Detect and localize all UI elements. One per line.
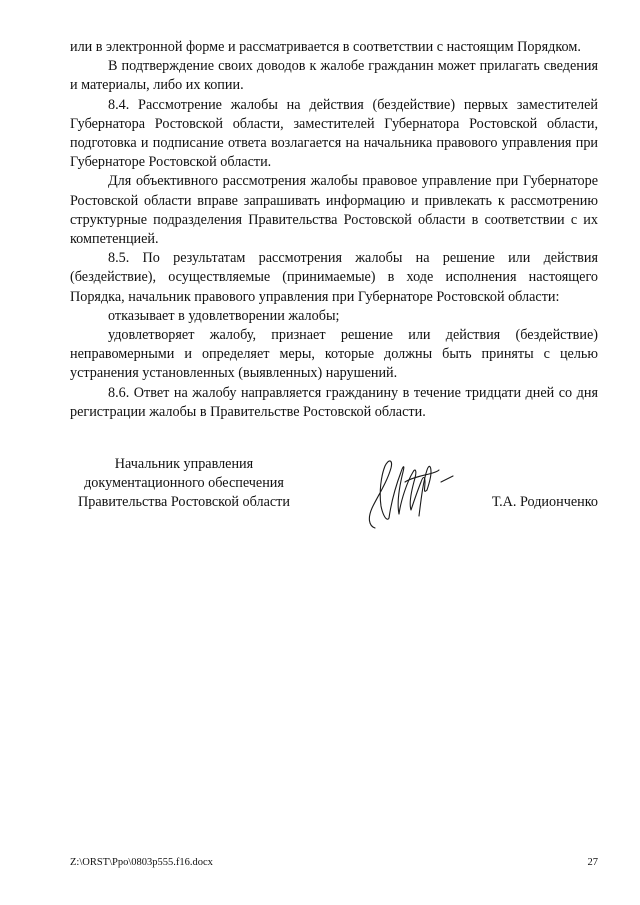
- position-line-3: Правительства Ростовской области: [78, 494, 290, 511]
- paragraph-8-4: 8.4. Рассмотрение жалобы на действия (бездействие) первых заместителей Губернатора Ростовской области, заместителей Губернатора Ростовской области, подготовка и подписание ответа возлагается на начальника правового управления при Губернаторе Ростовской области.: [70, 96, 598, 171]
- footer-page-number: 27: [587, 857, 598, 868]
- position-line-1: Начальник управления: [114, 456, 254, 472]
- paragraph-8-5: 8.5. По результатам рассмотрения жалобы на решение или действия (бездействие), осуществляемые (принимаемые) в ходе исполнения настоящего Порядка, начальник правового управления при Губернаторе Ростовской области:: [70, 250, 598, 305]
- signatory-position: [68, 455, 300, 513]
- paragraph-objective-review: Для объективного рассмотрения жалобы правовое управление при Губернаторе Ростовской области вправе запрашивать информацию и привлекать к рассмотрению структурные подразделения Правительства Ростовской области в соответствии с их компетенцией.: [70, 173, 598, 248]
- handwritten-signature-icon: [345, 448, 457, 536]
- document-body: [70, 38, 598, 422]
- paragraph-attachments: В подтверждение своих доводов к жалобе гражданин может прилагать сведения и материалы, либо их копии.: [70, 58, 598, 94]
- paragraph-8-6: 8.6. Ответ на жалобу направляется гражданину в течение тридцати дней со дня регистрации жалобы в Правительстве Ростовской области.: [70, 384, 598, 420]
- paragraph-satisfy: удовлетворяет жалобу, признает решение или действия (бездействие) неправомерными и определяет меры, которые должны быть приняты с целью устранения установленных (выявленных) нарушений.: [70, 327, 598, 382]
- footer-file-path: Z:\ORST\Ppo\0803p555.f16.docx: [70, 857, 213, 868]
- signatory-name: Т.А. Родионченко: [491, 494, 598, 510]
- paragraph-reject: отказывает в удовлетворении жалобы;: [108, 307, 340, 324]
- paragraph-continuation: или в электронной форме и рассматривается в соответствии с настоящим Порядком.: [70, 39, 581, 55]
- position-line-2: документационного обеспечения: [84, 475, 284, 492]
